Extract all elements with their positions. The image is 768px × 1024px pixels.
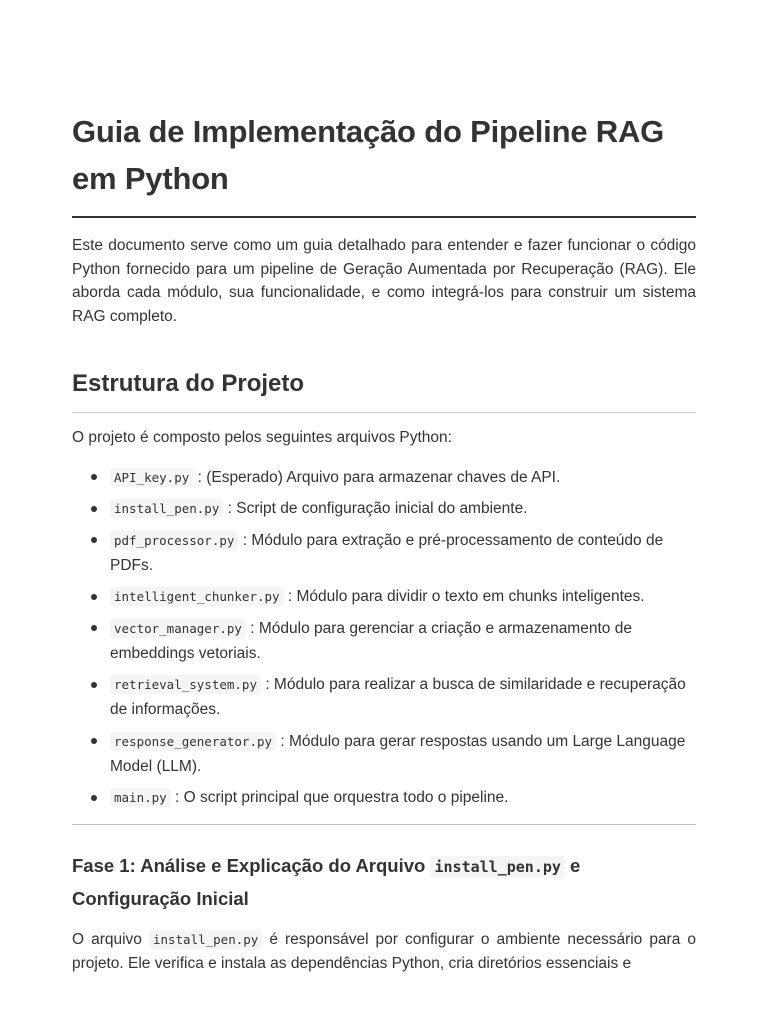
file-description: : Módulo para realizar a busca de similaridade e recuperação de informações. xyxy=(110,676,686,718)
file-list xyxy=(72,465,696,811)
intro-paragraph: Este documento serve como um guia detalhado para entender e fazer funcionar o código Python fornecido para um pipeline de Geração Aumentada por Recuperação (RAG). Ele aborda cada módulo, sua funcionalidade, e como integrá-los para construir um sistema RAG completo. xyxy=(72,237,696,325)
bullet-icon xyxy=(91,795,97,801)
phase1-paragraph xyxy=(72,928,696,975)
list-item xyxy=(72,584,696,609)
file-description: : Script de configuração inicial do ambiente. xyxy=(227,500,528,517)
bullet-icon xyxy=(91,594,97,600)
document-title: Guia de Implementação do Pipeline RAG em Python xyxy=(72,108,696,218)
horizontal-divider xyxy=(72,824,696,825)
file-name: pdf_processor.py xyxy=(110,531,238,550)
file-name: API_key.py xyxy=(110,468,193,487)
phase1-text-code: install_pen.py xyxy=(149,930,262,949)
list-item xyxy=(72,496,696,521)
bullet-icon xyxy=(91,474,97,480)
file-description: : Módulo para gerar respostas usando um Large Language Model (LLM). xyxy=(110,732,686,775)
phase1-text-start: O arquivo xyxy=(72,931,149,948)
phase1-heading-suffix: e Configuração Inicial xyxy=(72,855,581,909)
bullet-icon xyxy=(91,682,97,688)
file-name: vector_manager.py xyxy=(110,619,246,638)
section-lead: O projeto é composto pelos seguintes arquivos Python: xyxy=(72,429,452,446)
list-item xyxy=(72,729,696,779)
list-item xyxy=(72,528,696,578)
file-description: : Módulo para gerenciar a criação e armazenamento de embeddings vetoriais. xyxy=(110,619,632,662)
phase1-heading-text: Fase 1: Análise e Explicação do Arquivo xyxy=(72,855,431,876)
list-item xyxy=(72,785,696,810)
list-item xyxy=(72,465,696,490)
phase1-heading-code: install_pen.py xyxy=(430,856,564,878)
section-heading: Estrutura do Projeto xyxy=(72,368,696,413)
file-name: intelligent_chunker.py xyxy=(110,587,284,606)
bullet-icon xyxy=(91,506,97,512)
file-name: main.py xyxy=(110,788,171,807)
file-name: install_pen.py xyxy=(110,499,223,518)
bullet-icon xyxy=(91,738,97,744)
document-content xyxy=(72,108,696,975)
file-name: retrieval_system.py xyxy=(110,675,261,694)
file-name: response_generator.py xyxy=(110,732,276,751)
bullet-icon xyxy=(91,625,97,631)
file-description: : Módulo para dividir o texto em chunks inteligentes. xyxy=(287,588,645,605)
phase1-heading xyxy=(72,850,696,914)
file-description: : O script principal que orquestra todo o pipeline. xyxy=(175,789,509,806)
list-item xyxy=(72,672,696,722)
file-description: : (Esperado) Arquivo para armazenar chaves de API. xyxy=(197,468,561,486)
file-description: : Módulo para extração e pré-processamento de conteúdo de PDFs. xyxy=(110,531,664,574)
bullet-icon xyxy=(91,537,97,543)
phase1-text-rest: é responsável por configurar o ambiente necessário para o projeto. Ele verifica e instala as dependências Python, cria diretórios essenciais e xyxy=(72,931,696,972)
list-item xyxy=(72,616,696,666)
